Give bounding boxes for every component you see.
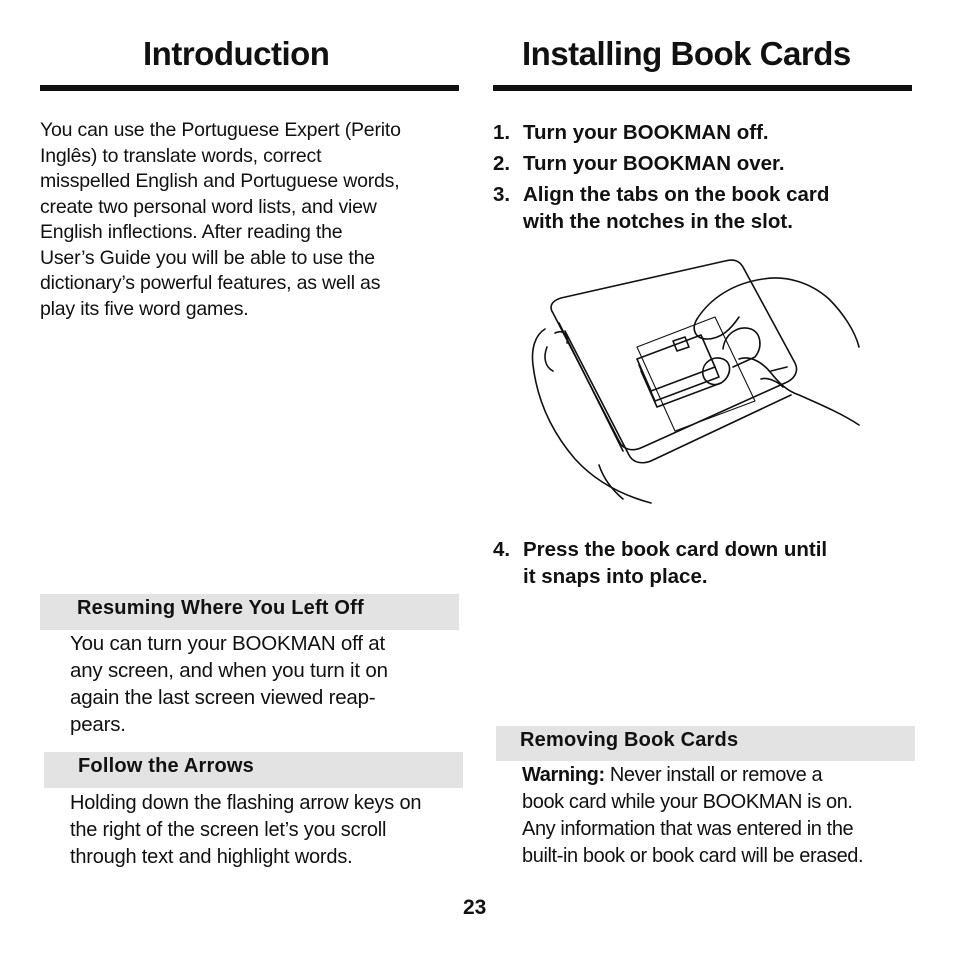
step-text-continued: with the notches in the slot. (523, 210, 793, 233)
section-heading-arrows: Follow the Arrows (78, 755, 254, 777)
resuming-line: any screen, and when you turn it on (70, 659, 388, 682)
step-number: 3. (493, 183, 511, 206)
step-number: 2. (493, 152, 511, 175)
intro-line: create two personal word lists, and view (40, 195, 377, 218)
removing-paragraph (522, 762, 863, 870)
arrows-line: the right of the screen let’s you scroll (70, 819, 387, 841)
page-title-introduction: Introduction (143, 35, 330, 72)
warning-label: Warning: (522, 764, 605, 786)
title-rule-right (493, 85, 912, 91)
section-heading-bar-removing (496, 726, 915, 761)
step-item (493, 181, 829, 235)
removing-line: book card while your BOOKMAN is on. (522, 791, 853, 813)
step-text: Align the tabs on the book card (523, 183, 830, 206)
section-heading-removing: Removing Book Cards (520, 729, 739, 751)
arrows-paragraph (70, 790, 421, 871)
removing-line: built-in book or book card will be erased. (522, 845, 864, 867)
intro-line: dictionary’s powerful features, as well as (40, 272, 381, 294)
removing-line (522, 762, 863, 789)
intro-line: English inflections. After reading the (40, 221, 343, 243)
step-text: Turn your BOOKMAN off. (523, 121, 769, 144)
step-item (493, 119, 829, 146)
step-item (493, 536, 827, 590)
warning-text: Never install or remove a (604, 764, 823, 786)
step-text-continued: it snaps into place. (523, 565, 708, 588)
install-book-card-illustration (525, 255, 865, 505)
arrows-line: through text and highlight words. (70, 846, 353, 868)
intro-line: Inglês) to translate words, correct (40, 144, 322, 167)
resuming-line: pears. (70, 713, 126, 736)
page-title-installing: Installing Book Cards (522, 35, 851, 72)
page-number: 23 (463, 896, 487, 919)
section-heading-bar-arrows (44, 752, 463, 788)
section-heading-resuming: Resuming Where You Left Off (77, 597, 364, 619)
step-number: 4. (493, 538, 511, 561)
title-rule-left (40, 85, 459, 91)
removing-line: Any information that was entered in the (522, 818, 854, 840)
resuming-paragraph (70, 630, 388, 738)
intro-line: User’s Guide you will be able to use the (40, 246, 375, 269)
intro-line: misspelled English and Portuguese words, (40, 170, 400, 192)
intro-paragraph (40, 118, 401, 322)
intro-line: play its five word games. (40, 297, 249, 320)
step-number: 1. (493, 121, 511, 144)
step-text: Press the book card down until (523, 538, 828, 561)
step-text: Turn your BOOKMAN over. (523, 152, 785, 175)
resuming-line: again the last screen viewed reap- (70, 686, 376, 709)
intro-line: You can use the Portuguese Expert (Perito (40, 119, 401, 141)
steps-list (493, 119, 829, 235)
resuming-line: You can turn your BOOKMAN off at (70, 632, 385, 655)
step-item (493, 150, 829, 177)
section-heading-bar-resuming (40, 594, 459, 630)
arrows-line: Holding down the flashing arrow keys on (70, 792, 422, 814)
